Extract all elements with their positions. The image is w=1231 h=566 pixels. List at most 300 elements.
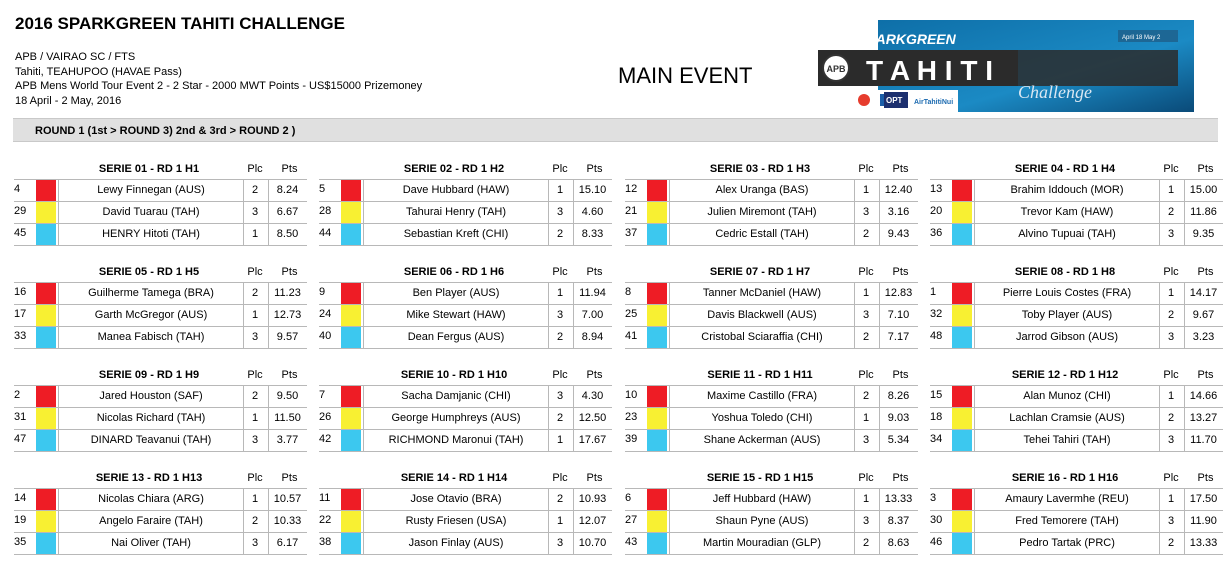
jersey-color-swatch bbox=[952, 283, 972, 304]
jersey-color-swatch bbox=[341, 511, 361, 532]
points: 12.40 bbox=[884, 184, 913, 196]
heat-table bbox=[930, 266, 1223, 349]
placing: 2 bbox=[547, 327, 574, 348]
heat-name: SERIE 03 - RD 1 H3 bbox=[709, 163, 811, 175]
surfer-name: Shaun Pyne (AUS) bbox=[669, 511, 855, 532]
seed-number: 18 bbox=[930, 411, 943, 423]
surfer-row bbox=[14, 408, 307, 430]
placing: 2 bbox=[853, 533, 880, 554]
seed-number: 32 bbox=[930, 308, 943, 320]
svg-text:APB: APB bbox=[826, 64, 846, 74]
jersey-color-swatch bbox=[647, 489, 667, 510]
surfer-row bbox=[625, 305, 918, 327]
jersey-color-swatch bbox=[341, 224, 361, 245]
placing: 2 bbox=[853, 224, 880, 245]
surfer-name: Nicolas Chiara (ARG) bbox=[58, 489, 244, 510]
seed-number: 46 bbox=[930, 536, 943, 548]
points: 8.63 bbox=[887, 537, 910, 549]
placing: 1 bbox=[547, 180, 574, 201]
surfer-row bbox=[625, 385, 918, 408]
points: 8.26 bbox=[887, 390, 910, 402]
points: 13.33 bbox=[1189, 537, 1218, 549]
surfer-row bbox=[319, 327, 612, 349]
jersey-color-swatch bbox=[647, 305, 667, 326]
points: 12.50 bbox=[578, 412, 607, 424]
placing: 3 bbox=[853, 430, 880, 451]
surfer-row bbox=[930, 179, 1223, 202]
seed-number: 4 bbox=[14, 183, 21, 195]
surfer-row bbox=[14, 385, 307, 408]
heat-table bbox=[14, 369, 307, 452]
placing: 1 bbox=[1158, 283, 1185, 304]
surfer-row bbox=[14, 533, 307, 555]
surfer-name: Alex Uranga (BAS) bbox=[669, 180, 855, 201]
jersey-color-swatch bbox=[341, 386, 361, 407]
surfer-name: Ben Player (AUS) bbox=[363, 283, 549, 304]
heat-header bbox=[930, 266, 1223, 282]
surfer-name: Jeff Hubbard (HAW) bbox=[669, 489, 855, 510]
seed-number: 37 bbox=[625, 227, 638, 239]
jersey-color-swatch bbox=[341, 533, 361, 554]
seed-number: 20 bbox=[930, 205, 943, 217]
heat-name: SERIE 05 - RD 1 H5 bbox=[98, 266, 200, 278]
points: 12.83 bbox=[884, 287, 913, 299]
info-line: APB / VAIRAO SC / FTS bbox=[15, 51, 136, 63]
jersey-color-swatch bbox=[952, 305, 972, 326]
surfer-row bbox=[319, 202, 612, 224]
surfer-name: Amaury Lavermhe (REU) bbox=[974, 489, 1160, 510]
svg-text:April 18 May 2: April 18 May 2 bbox=[1122, 35, 1161, 41]
placing: 2 bbox=[1158, 202, 1185, 223]
jersey-color-swatch bbox=[36, 283, 56, 304]
heat-name: SERIE 07 - RD 1 H7 bbox=[709, 266, 811, 278]
jersey-color-swatch bbox=[341, 430, 361, 451]
jersey-color-swatch bbox=[341, 305, 361, 326]
seed-number: 35 bbox=[14, 536, 27, 548]
seed-number: 15 bbox=[930, 389, 943, 401]
points: 11.94 bbox=[579, 287, 606, 299]
surfer-name: Garth McGregor (AUS) bbox=[58, 305, 244, 326]
surfer-name: Davis Blackwell (AUS) bbox=[669, 305, 855, 326]
heat-table bbox=[930, 163, 1223, 246]
surfer-name: Lachlan Cramsie (AUS) bbox=[974, 408, 1160, 429]
seed-number: 23 bbox=[625, 411, 638, 423]
surfer-name: Cristobal Sciaraffia (CHI) bbox=[669, 327, 855, 348]
heat-header bbox=[14, 163, 307, 179]
points: 11.90 bbox=[1190, 515, 1217, 527]
jersey-color-swatch bbox=[647, 327, 667, 348]
heat-name: SERIE 15 - RD 1 H15 bbox=[706, 472, 814, 484]
placing: 1 bbox=[547, 430, 574, 451]
jersey-color-swatch bbox=[36, 386, 56, 407]
seed-number: 8 bbox=[625, 286, 632, 298]
placing: 2 bbox=[547, 408, 574, 429]
surfer-row bbox=[930, 533, 1223, 555]
info-line: 18 April - 2 May, 2016 bbox=[15, 94, 122, 107]
placing: 1 bbox=[853, 408, 880, 429]
pts-header: Pts bbox=[281, 369, 298, 381]
svg-text:2016: 2016 bbox=[860, 25, 876, 32]
placing: 2 bbox=[547, 224, 574, 245]
plc-header: Plc bbox=[1163, 266, 1179, 278]
surfer-row bbox=[14, 327, 307, 349]
surfer-name: Sebastian Kreft (CHI) bbox=[363, 224, 549, 245]
surfer-name: Fred Temorere (TAH) bbox=[974, 511, 1160, 532]
surfer-row bbox=[625, 533, 918, 555]
surfer-row bbox=[625, 282, 918, 305]
surfer-name: Trevor Kam (HAW) bbox=[974, 202, 1160, 223]
surfer-row bbox=[625, 408, 918, 430]
heat-name: SERIE 06 - RD 1 H6 bbox=[403, 266, 505, 278]
placing: 3 bbox=[853, 305, 880, 326]
seed-number: 3 bbox=[930, 492, 937, 504]
surfer-name: Martin Mouradian (GLP) bbox=[669, 533, 855, 554]
seed-number: 22 bbox=[319, 514, 332, 526]
jersey-color-swatch bbox=[647, 408, 667, 429]
heat-table bbox=[319, 472, 612, 555]
pts-header: Pts bbox=[281, 266, 298, 278]
surfer-row bbox=[930, 385, 1223, 408]
heat-name: SERIE 16 - RD 1 H16 bbox=[1011, 472, 1119, 484]
seed-number: 6 bbox=[625, 492, 632, 504]
plc-header: Plc bbox=[1163, 472, 1179, 484]
surfer-row bbox=[319, 533, 612, 555]
pts-header: Pts bbox=[1197, 163, 1214, 175]
heat-name: SERIE 02 - RD 1 H2 bbox=[403, 163, 505, 175]
surfer-name: Toby Player (AUS) bbox=[974, 305, 1160, 326]
surfer-name: Alvino Tupuai (TAH) bbox=[974, 224, 1160, 245]
points: 9.43 bbox=[887, 228, 910, 240]
plc-header: Plc bbox=[858, 369, 874, 381]
surfer-row bbox=[625, 202, 918, 224]
seed-number: 43 bbox=[625, 536, 638, 548]
seed-number: 11 bbox=[319, 492, 331, 504]
placing: 1 bbox=[853, 489, 880, 510]
seed-number: 24 bbox=[319, 308, 332, 320]
surfer-row bbox=[930, 430, 1223, 452]
surfer-row bbox=[625, 488, 918, 511]
surfer-name: Brahim Iddouch (MOR) bbox=[974, 180, 1160, 201]
seed-number: 33 bbox=[14, 330, 27, 342]
jersey-color-swatch bbox=[647, 180, 667, 201]
surfer-row bbox=[930, 408, 1223, 430]
points: 11.86 bbox=[1190, 206, 1217, 218]
jersey-color-swatch bbox=[647, 224, 667, 245]
placing: 3 bbox=[853, 511, 880, 532]
seed-number: 44 bbox=[319, 227, 332, 239]
pts-header: Pts bbox=[281, 472, 298, 484]
placing: 3 bbox=[242, 327, 269, 348]
placing: 2 bbox=[547, 489, 574, 510]
surfer-name: Jason Finlay (AUS) bbox=[363, 533, 549, 554]
jersey-color-swatch bbox=[341, 180, 361, 201]
jersey-color-swatch bbox=[36, 327, 56, 348]
placing: 1 bbox=[1158, 489, 1185, 510]
surfer-name: Dean Fergus (AUS) bbox=[363, 327, 549, 348]
points: 10.33 bbox=[273, 515, 302, 527]
surfer-row bbox=[930, 202, 1223, 224]
placing: 2 bbox=[853, 327, 880, 348]
jersey-color-swatch bbox=[952, 511, 972, 532]
seed-number: 17 bbox=[14, 308, 27, 320]
heat-table bbox=[319, 163, 612, 246]
svg-text:T A H I T I: T A H I T I bbox=[866, 55, 994, 86]
svg-text:OPT: OPT bbox=[886, 96, 903, 105]
placing: 3 bbox=[547, 305, 574, 326]
seed-number: 27 bbox=[625, 514, 638, 526]
surfer-name: Nai Oliver (TAH) bbox=[58, 533, 244, 554]
pts-header: Pts bbox=[586, 472, 603, 484]
placing: 3 bbox=[242, 430, 269, 451]
seed-number: 40 bbox=[319, 330, 332, 342]
surfer-row bbox=[930, 282, 1223, 305]
jersey-color-swatch bbox=[647, 533, 667, 554]
points: 14.66 bbox=[1189, 390, 1218, 402]
seed-number: 9 bbox=[319, 286, 326, 298]
surfer-row bbox=[930, 224, 1223, 246]
surfer-row bbox=[319, 408, 612, 430]
points: 10.70 bbox=[578, 537, 607, 549]
seed-number: 29 bbox=[14, 205, 27, 217]
surfer-row bbox=[625, 327, 918, 349]
seed-number: 1 bbox=[930, 286, 937, 298]
surfer-row bbox=[930, 305, 1223, 327]
surfer-name: David Tuarau (TAH) bbox=[58, 202, 244, 223]
points: 8.33 bbox=[581, 228, 604, 240]
jersey-color-swatch bbox=[952, 533, 972, 554]
event-logo bbox=[818, 20, 1194, 112]
surfer-row bbox=[319, 305, 612, 327]
surfer-row bbox=[319, 385, 612, 408]
placing: 1 bbox=[853, 283, 880, 304]
svg-text:Challenge: Challenge bbox=[1018, 82, 1092, 102]
surfer-row bbox=[14, 224, 307, 246]
heat-header bbox=[930, 163, 1223, 179]
seed-number: 13 bbox=[930, 183, 943, 195]
surfer-row bbox=[319, 511, 612, 533]
seed-number: 47 bbox=[14, 433, 27, 445]
heat-table bbox=[625, 472, 918, 555]
surfer-row bbox=[930, 327, 1223, 349]
pts-header: Pts bbox=[1197, 472, 1214, 484]
placing: 1 bbox=[547, 283, 574, 304]
plc-header: Plc bbox=[552, 266, 568, 278]
placing: 1 bbox=[547, 511, 574, 532]
surfer-row bbox=[625, 224, 918, 246]
seed-number: 30 bbox=[930, 514, 943, 526]
heat-name: SERIE 12 - RD 1 H12 bbox=[1011, 369, 1119, 381]
seed-number: 12 bbox=[625, 183, 638, 195]
seed-number: 41 bbox=[625, 330, 638, 342]
points: 8.37 bbox=[887, 515, 910, 527]
points: 15.00 bbox=[1189, 184, 1218, 196]
surfer-name: Shane Ackerman (AUS) bbox=[669, 430, 855, 451]
heat-header bbox=[930, 369, 1223, 385]
placing: 1 bbox=[242, 408, 269, 429]
heat-header bbox=[319, 266, 612, 282]
points: 5.34 bbox=[887, 434, 910, 446]
points: 11.23 bbox=[274, 287, 301, 299]
points: 13.33 bbox=[884, 493, 913, 505]
seed-number: 10 bbox=[625, 389, 638, 401]
round-bar: ROUND 1 (1st > ROUND 3) 2nd & 3rd > ROUND 2 ) bbox=[13, 118, 1218, 142]
heat-header bbox=[319, 163, 612, 179]
placing: 1 bbox=[853, 180, 880, 201]
seed-number: 38 bbox=[319, 536, 332, 548]
jersey-color-swatch bbox=[647, 511, 667, 532]
points: 12.73 bbox=[273, 309, 302, 321]
points: 12.07 bbox=[578, 515, 607, 527]
plc-header: Plc bbox=[552, 472, 568, 484]
plc-header: Plc bbox=[247, 369, 263, 381]
info-line: Tahiti, TEAHUPOO (HAVAE Pass) bbox=[15, 65, 182, 78]
plc-header: Plc bbox=[247, 266, 263, 278]
surfer-name: Cedric Estall (TAH) bbox=[669, 224, 855, 245]
points: 15.10 bbox=[578, 184, 607, 196]
pts-header: Pts bbox=[1197, 369, 1214, 381]
surfer-name: Jose Otavio (BRA) bbox=[363, 489, 549, 510]
heat-header bbox=[625, 163, 918, 179]
placing: 1 bbox=[242, 489, 269, 510]
placing: 3 bbox=[1158, 327, 1185, 348]
heat-table bbox=[625, 266, 918, 349]
main-event-heading: MAIN EVENT bbox=[618, 63, 753, 88]
placing: 2 bbox=[242, 283, 269, 304]
pts-header: Pts bbox=[586, 163, 603, 175]
svg-text:AirTahitiNui: AirTahitiNui bbox=[914, 99, 954, 106]
points: 9.50 bbox=[276, 390, 299, 402]
surfer-row bbox=[319, 179, 612, 202]
jersey-color-swatch bbox=[341, 327, 361, 348]
points: 10.57 bbox=[273, 493, 302, 505]
placing: 3 bbox=[1158, 224, 1185, 245]
heat-header bbox=[14, 369, 307, 385]
surfer-row bbox=[930, 511, 1223, 533]
jersey-color-swatch bbox=[341, 489, 361, 510]
surfer-name: Jared Houston (SAF) bbox=[58, 386, 244, 407]
heat-table bbox=[625, 163, 918, 246]
points: 10.93 bbox=[578, 493, 607, 505]
jersey-color-swatch bbox=[36, 511, 56, 532]
surfer-name: Manea Fabisch (TAH) bbox=[58, 327, 244, 348]
surfer-name: Jarrod Gibson (AUS) bbox=[974, 327, 1160, 348]
jersey-color-swatch bbox=[952, 327, 972, 348]
points: 9.03 bbox=[887, 412, 910, 424]
heat-name: SERIE 14 - RD 1 H14 bbox=[400, 472, 508, 484]
heat-table bbox=[14, 163, 307, 246]
points: 7.10 bbox=[887, 309, 910, 321]
pts-header: Pts bbox=[586, 369, 603, 381]
jersey-color-swatch bbox=[647, 283, 667, 304]
surfer-row bbox=[930, 488, 1223, 511]
jersey-color-swatch bbox=[36, 224, 56, 245]
surfer-name: Tanner McDaniel (HAW) bbox=[669, 283, 855, 304]
surfer-row bbox=[14, 202, 307, 224]
jersey-color-swatch bbox=[36, 180, 56, 201]
surfer-name: George Humphreys (AUS) bbox=[363, 408, 549, 429]
surfer-name: Angelo Faraire (TAH) bbox=[58, 511, 244, 532]
placing: 1 bbox=[1158, 386, 1185, 407]
points: 13.27 bbox=[1189, 412, 1218, 424]
seed-number: 34 bbox=[930, 433, 943, 445]
heat-header bbox=[319, 369, 612, 385]
points: 17.50 bbox=[1189, 493, 1218, 505]
surfer-row bbox=[14, 511, 307, 533]
surfer-row bbox=[14, 179, 307, 202]
heat-header bbox=[625, 472, 918, 488]
plc-header: Plc bbox=[858, 163, 874, 175]
placing: 3 bbox=[547, 202, 574, 223]
surfer-name: Tehei Tahiri (TAH) bbox=[974, 430, 1160, 451]
placing: 3 bbox=[547, 386, 574, 407]
surfer-name: Mike Stewart (HAW) bbox=[363, 305, 549, 326]
event-title: 2016 SPARKGREEN TAHITI CHALLENGE bbox=[15, 14, 345, 33]
seed-number: 25 bbox=[625, 308, 638, 320]
surfer-name: Yoshua Toledo (CHI) bbox=[669, 408, 855, 429]
seed-number: 21 bbox=[625, 205, 638, 217]
surfer-row bbox=[319, 224, 612, 246]
points: 3.16 bbox=[887, 206, 910, 218]
points: 4.60 bbox=[581, 206, 604, 218]
surfer-name: Rusty Friesen (USA) bbox=[363, 511, 549, 532]
seed-number: 14 bbox=[14, 492, 27, 504]
pts-header: Pts bbox=[892, 266, 909, 278]
surfer-row bbox=[14, 430, 307, 452]
heat-name: SERIE 13 - RD 1 H13 bbox=[95, 472, 203, 484]
surfer-row bbox=[625, 511, 918, 533]
jersey-color-swatch bbox=[341, 202, 361, 223]
pts-header: Pts bbox=[1197, 266, 1214, 278]
plc-header: Plc bbox=[1163, 369, 1179, 381]
placing: 2 bbox=[1158, 408, 1185, 429]
surfer-name: Pierre Louis Costes (FRA) bbox=[974, 283, 1160, 304]
seed-number: 48 bbox=[930, 330, 943, 342]
points: 8.24 bbox=[276, 184, 299, 196]
surfer-name: Pedro Tartak (PRC) bbox=[974, 533, 1160, 554]
jersey-color-swatch bbox=[952, 489, 972, 510]
jersey-color-swatch bbox=[341, 408, 361, 429]
placing: 3 bbox=[1158, 430, 1185, 451]
surfer-name: HENRY Hitoti (TAH) bbox=[58, 224, 244, 245]
seed-number: 26 bbox=[319, 411, 332, 423]
plc-header: Plc bbox=[858, 266, 874, 278]
seed-number: 16 bbox=[14, 286, 27, 298]
points: 3.23 bbox=[1192, 331, 1215, 343]
pts-header: Pts bbox=[892, 369, 909, 381]
seed-number: 7 bbox=[319, 389, 326, 401]
points: 8.94 bbox=[581, 331, 604, 343]
placing: 3 bbox=[547, 533, 574, 554]
heat-name: SERIE 01 - RD 1 H1 bbox=[98, 163, 200, 175]
surfer-row bbox=[319, 282, 612, 305]
heat-table bbox=[319, 369, 612, 452]
jersey-color-swatch bbox=[647, 202, 667, 223]
surfer-name: Lewy Finnegan (AUS) bbox=[58, 180, 244, 201]
jersey-color-swatch bbox=[36, 489, 56, 510]
jersey-color-swatch bbox=[647, 430, 667, 451]
surfer-name: Alan Munoz (CHI) bbox=[974, 386, 1160, 407]
jersey-color-swatch bbox=[36, 533, 56, 554]
points: 11.70 bbox=[1190, 434, 1217, 446]
placing: 3 bbox=[242, 202, 269, 223]
surfer-name: Dave Hubbard (HAW) bbox=[363, 180, 549, 201]
seed-number: 45 bbox=[14, 227, 27, 239]
surfer-name: Tahurai Henry (TAH) bbox=[363, 202, 549, 223]
jersey-color-swatch bbox=[952, 386, 972, 407]
surfer-row bbox=[14, 305, 307, 327]
placing: 2 bbox=[1158, 533, 1185, 554]
heat-table bbox=[14, 472, 307, 555]
